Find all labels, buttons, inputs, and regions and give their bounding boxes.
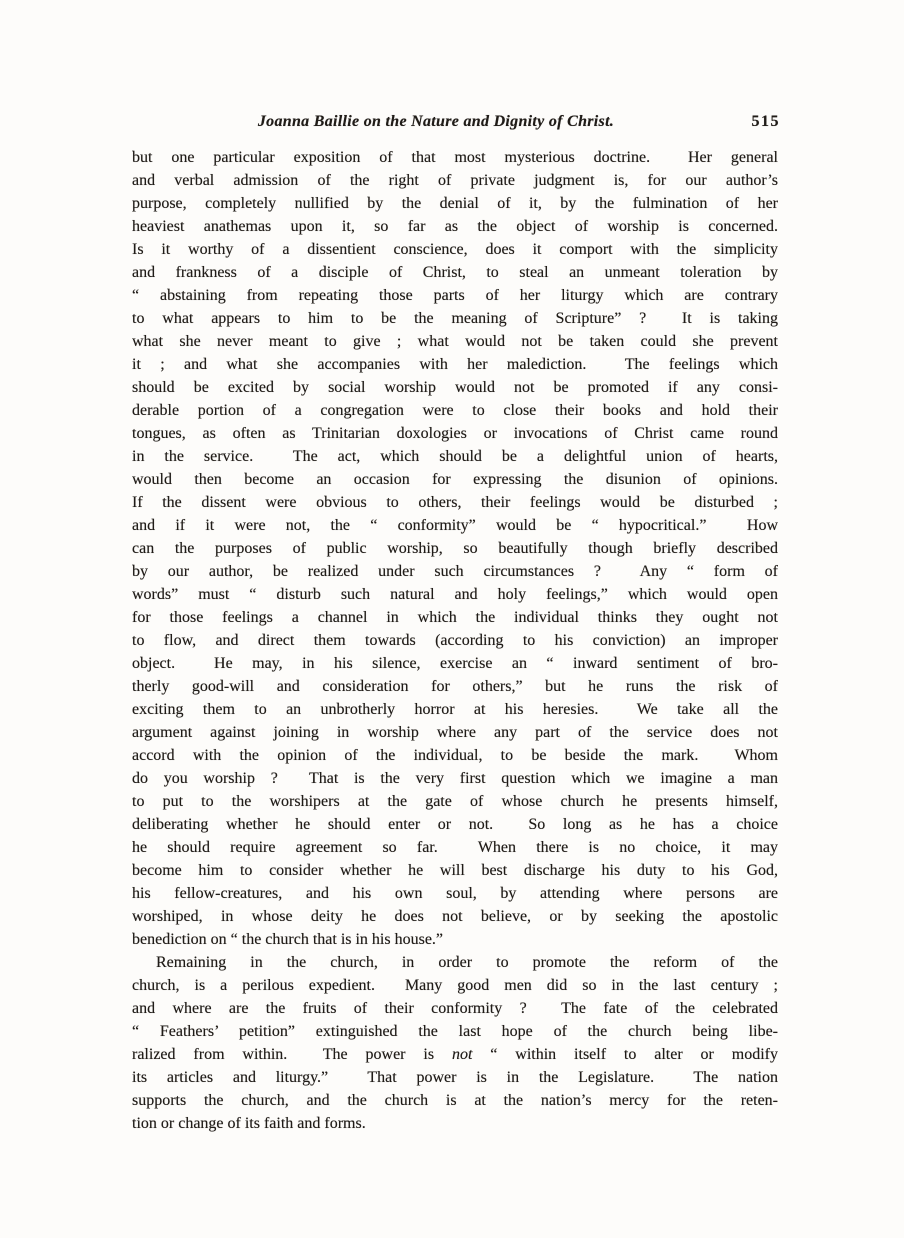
text-line: to put to the worshipers at the gate of whose church he presents himself, — [132, 793, 778, 810]
text-line: become him to consider whether he will best discharge his duty to his God, — [132, 862, 778, 879]
text-line: “ Feathers’ petition” extinguished the last hope of the church being libe- — [132, 1023, 778, 1040]
text-line: words” must “ disturb such natural and holy feelings,” which would open — [132, 586, 778, 603]
text-line: his fellow-creatures, and his own soul, by attending where persons are — [132, 885, 778, 902]
text-line: heaviest anathemas upon it, so far as the object of worship is concerned. — [132, 218, 778, 235]
text-line: tongues, as often as Trinitarian doxologies or invocations of Christ came round — [132, 425, 778, 442]
text-line: purpose, completely nullified by the denial of it, by the fulmination of her — [132, 195, 778, 212]
text-line: therly good-will and consideration for others,” but he runs the risk of — [132, 678, 778, 695]
italic-text: not — [451, 1046, 473, 1063]
text-line: tion or change of its faith and forms. — [132, 1115, 366, 1132]
text-line: it ; and what she accompanies with her malediction. The feelings which — [132, 356, 778, 373]
text-line — [132, 1043, 778, 1066]
text-line: exciting them to an unbrotherly horror at his heresies. We take all the — [132, 701, 778, 718]
text-line: for those feelings a channel in which the individual thinks they ought not — [132, 609, 778, 626]
text-line: argument against joining in worship where any part of the service does not — [132, 724, 778, 741]
text-line: and where are the fruits of their conformity ? The fate of the celebrated — [132, 1000, 778, 1017]
text-line: “ abstaining from repeating those parts of her liturgy which are contrary — [132, 287, 778, 304]
text-line: accord with the opinion of the individual, to be beside the mark. Whom — [132, 747, 778, 764]
text-line: what she never meant to give ; what would not be taken could she prevent — [132, 333, 778, 350]
running-header — [132, 113, 780, 135]
page-body — [132, 146, 778, 1135]
text-line: and frankness of a disciple of Christ, to steal an unmeant toleration by — [132, 264, 778, 281]
text-line: Remaining in the church, in order to promote the reform of the — [156, 954, 778, 971]
text-line: but one particular exposition of that most mysterious doctrine. Her general — [132, 149, 778, 166]
text-line: Is it worthy of a dissentient conscience, does it comport with the simplicity — [132, 241, 778, 258]
text-line: its articles and liturgy.” That power is in the Legislature. The nation — [132, 1069, 778, 1086]
text-line: by our author, be realized under such circumstances ? Any “ form of — [132, 563, 778, 580]
text-line: object. He may, in his silence, exercise an “ inward sentiment of bro- — [132, 655, 778, 672]
text-line: and verbal admission of the right of private judgment is, for our author’s — [132, 172, 778, 189]
text-line: worshiped, in whose deity he does not believe, or by seeking the apostolic — [132, 908, 778, 925]
text-line: derable portion of a congregation were to close their books and hold their — [132, 402, 778, 419]
text-line: to what appears to him to be the meaning of Scripture” ? It is taking — [132, 310, 778, 327]
text-line: deliberating whether he should enter or not. So long as he has a choice — [132, 816, 778, 833]
text-line: church, is a perilous expedient. Many good men did so in the last century ; — [132, 977, 778, 994]
text-line: can the purposes of public worship, so beautifully though briefly described — [132, 540, 778, 557]
text-line: supports the church, and the church is at the nation’s mercy for the reten- — [132, 1092, 778, 1109]
text-line: he should require agreement so far. When there is no choice, it may — [132, 839, 778, 856]
text-segment: ralized from within. The power is — [132, 1046, 452, 1063]
text-line: do you worship ? That is the very first question which we imagine a man — [132, 770, 778, 787]
text-line: If the dissent were obvious to others, their feelings would be disturbed ; — [132, 494, 778, 511]
running-header-title: Joanna Baillie on the Nature and Dignity of Christ. — [257, 113, 615, 130]
text-line: would then become an occasion for expressing the disunion of opinions. — [132, 471, 778, 488]
text-line: in the service. The act, which should be a delightful union of hearts, — [132, 448, 778, 465]
text-line: and if it were not, the “ conformity” would be “ hypocritical.” How — [132, 517, 778, 534]
page-number: 515 — [751, 113, 780, 130]
text-segment: “ within itself to alter or modify — [472, 1046, 778, 1063]
text-line: benediction on “ the church that is in his house.” — [132, 931, 444, 948]
text-line: should be excited by social worship would not be promoted if any consi- — [132, 379, 778, 396]
text-line: to flow, and direct them towards (according to his conviction) an improper — [132, 632, 778, 649]
